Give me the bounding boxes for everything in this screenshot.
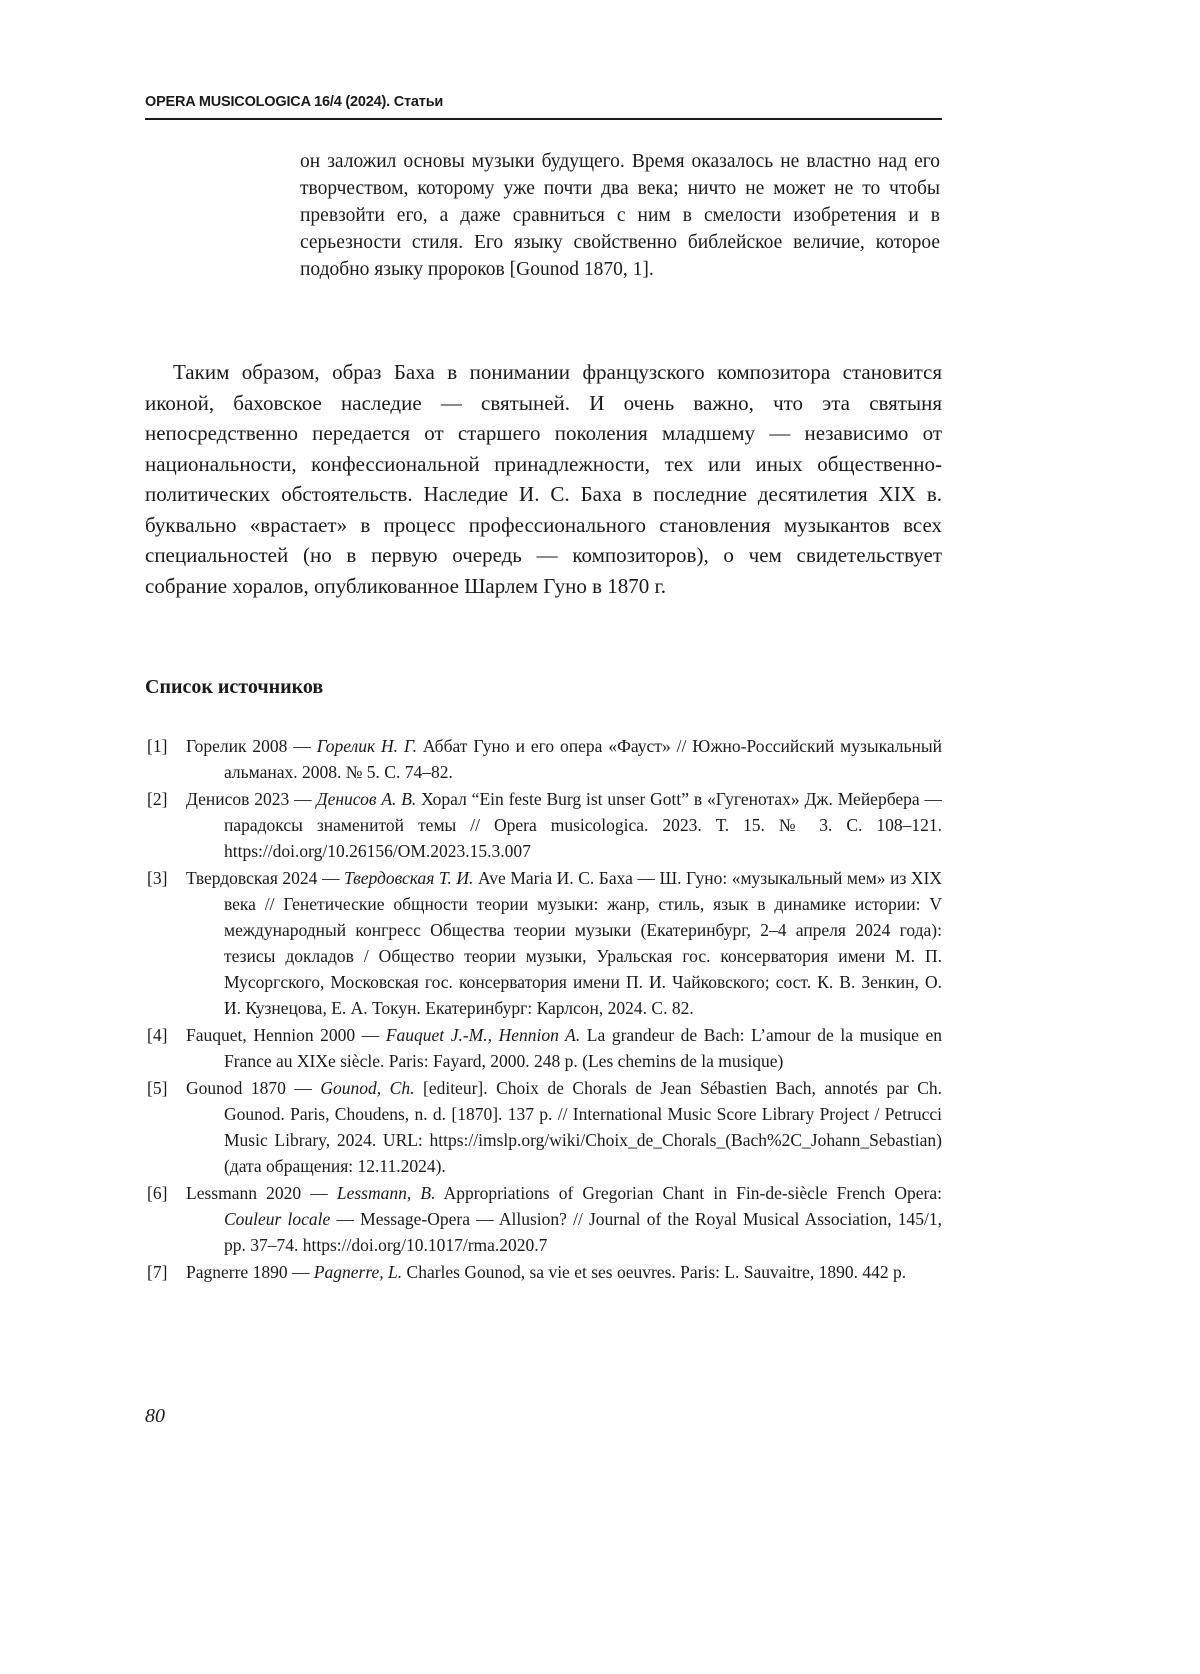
running-header: OPERA MUSICOLOGICA 16/4 (2024). Статьи: [145, 94, 942, 110]
reference-item: [145, 1180, 942, 1258]
reference-author-italic: Денисов А. В.: [316, 789, 416, 809]
reference-number: [6]: [147, 1180, 167, 1206]
reference-author-italic: Lessmann, B.: [337, 1183, 436, 1203]
block-quote: он заложил основы музыки будущего. Время оказалось не властно над его творчеством, которому уже почти два века; ничто не может не то чтобы превзойти его, а даже сравниться с ним в смелости изобретения и в серьезности стиля. Его языку свойственно библейское величие, которое подобно языку пророков [Gounod 1870, 1].: [300, 148, 940, 283]
header-rule: [145, 118, 942, 120]
reference-text: Ave Maria И. С. Баха — Ш. Гуно: «музыкальный мем» из XIX века // Генетические общности теории музыки: жанр, стиль, язык в динамике истории: V международный конгресс Общества теории музыки (Екатеринбург, 2–4 апреля 2024 года): тезисы докладов / Общество теории музыки, Уральская гос. консерватория имени М. П. Мусоргского, Московская гос. консерватория имени П. И. Чайковского; сост. К. В. Зенкин, О. И. Кузнецова, Е. А. Токун. Екатеринбург: Карлсон, 2024. С. 82.: [224, 868, 942, 1018]
reference-text: Charles Gounod, sa vie et ses oeuvres. Paris: L. Sauvaitre, 1890. 442 p.: [402, 1262, 906, 1282]
page-number: 80: [145, 1405, 165, 1428]
reference-text: Горелик 2008 —: [186, 736, 317, 756]
reference-text: Gounod 1870 —: [186, 1078, 320, 1098]
reference-author-italic: Fauquet J.-M., Hennion A.: [386, 1025, 580, 1045]
reference-text: Lessmann 2020 —: [186, 1183, 337, 1203]
reference-item: [145, 1259, 942, 1285]
reference-author-italic: Gounod, Ch.: [320, 1078, 414, 1098]
reference-author-italic: Couleur locale: [224, 1209, 330, 1229]
references-list: [145, 733, 942, 1286]
reference-item: [145, 1022, 942, 1074]
reference-text: Аббат Гуно и его опера «Фауст» // Южно-Российский музыкальный альманах. 2008. № 5. С. 74–82.: [224, 736, 942, 782]
reference-text: Fauquet, Hennion 2000 —: [186, 1025, 386, 1045]
reference-number: [4]: [147, 1022, 167, 1048]
reference-text: Pagnerre 1890 —: [186, 1262, 314, 1282]
reference-item: [145, 786, 942, 864]
reference-text: La grandeur de Bach: L’amour de la musique en France au XIXe siècle. Paris: Fayard, 2000. 248 p. (Les chemins de la musique): [224, 1025, 942, 1071]
reference-text: Хорал “Ein feste Burg ist unser Gott” в «Гугенотах» Дж. Мейербера — парадоксы знаменитой темы // Opera musicologica. 2023. Т. 15. № 3. С. 108–121. https://doi.org/10.26156/OM.2023.15.3.007: [224, 789, 942, 861]
reference-text: Денисов 2023 —: [186, 789, 316, 809]
reference-text: [editeur]. Choix de Chorals de Jean Sébastien Bach, annotés par Ch. Gounod. Paris, Choudens, n. d. [1870]. 137 p. // International Music Score Library Project / Petrucci Music Library, 2024. URL: https://imslp.org/wiki/Choix_de_Chorals_(Bach%2C_Johann_Sebastian) (дата обращения: 12.11.2024).: [224, 1078, 942, 1176]
reference-author-italic: Твердовская Т. И.: [344, 868, 473, 888]
reference-text: Appropriations of Gregorian Chant in Fin-de-siècle French Opera:: [435, 1183, 942, 1203]
reference-number: [7]: [147, 1259, 167, 1285]
reference-item: [145, 1075, 942, 1179]
body-paragraph: Таким образом, образ Баха в понимании французского композитора становится иконой, баховское наследие — святыней. И очень важно, что эта святыня непосредственно передается от старшего поколения младшему — независимо от национальности, конфессиональной принадлежности, тех или иных общественно-политических обстоятельств. Наследие И. С. Баха в последние десятилетия XIX в. буквально «врастает» в процесс профессионального становления музыкантов всех специальностей (но в первую очередь — композиторов), о чем свидетельствует собрание хоралов, опубликованное Шарлем Гуно в 1870 г.: [145, 357, 942, 601]
reference-number: [1]: [147, 733, 167, 759]
reference-text: Твердовская 2024 —: [186, 868, 344, 888]
reference-number: [5]: [147, 1075, 167, 1101]
reference-text: — Message-Opera — Allusion? // Journal of the Royal Musical Association, 145/1, pp. 37–74. https://doi.org/10.1017/rma.2020.7: [224, 1209, 942, 1255]
references-heading: Список источников: [145, 676, 323, 699]
reference-number: [3]: [147, 865, 167, 891]
reference-number: [2]: [147, 786, 167, 812]
reference-author-italic: Горелик Н. Г.: [317, 736, 417, 756]
reference-item: [145, 865, 942, 1021]
reference-author-italic: Pagnerre, L.: [314, 1262, 402, 1282]
reference-item: [145, 733, 942, 785]
